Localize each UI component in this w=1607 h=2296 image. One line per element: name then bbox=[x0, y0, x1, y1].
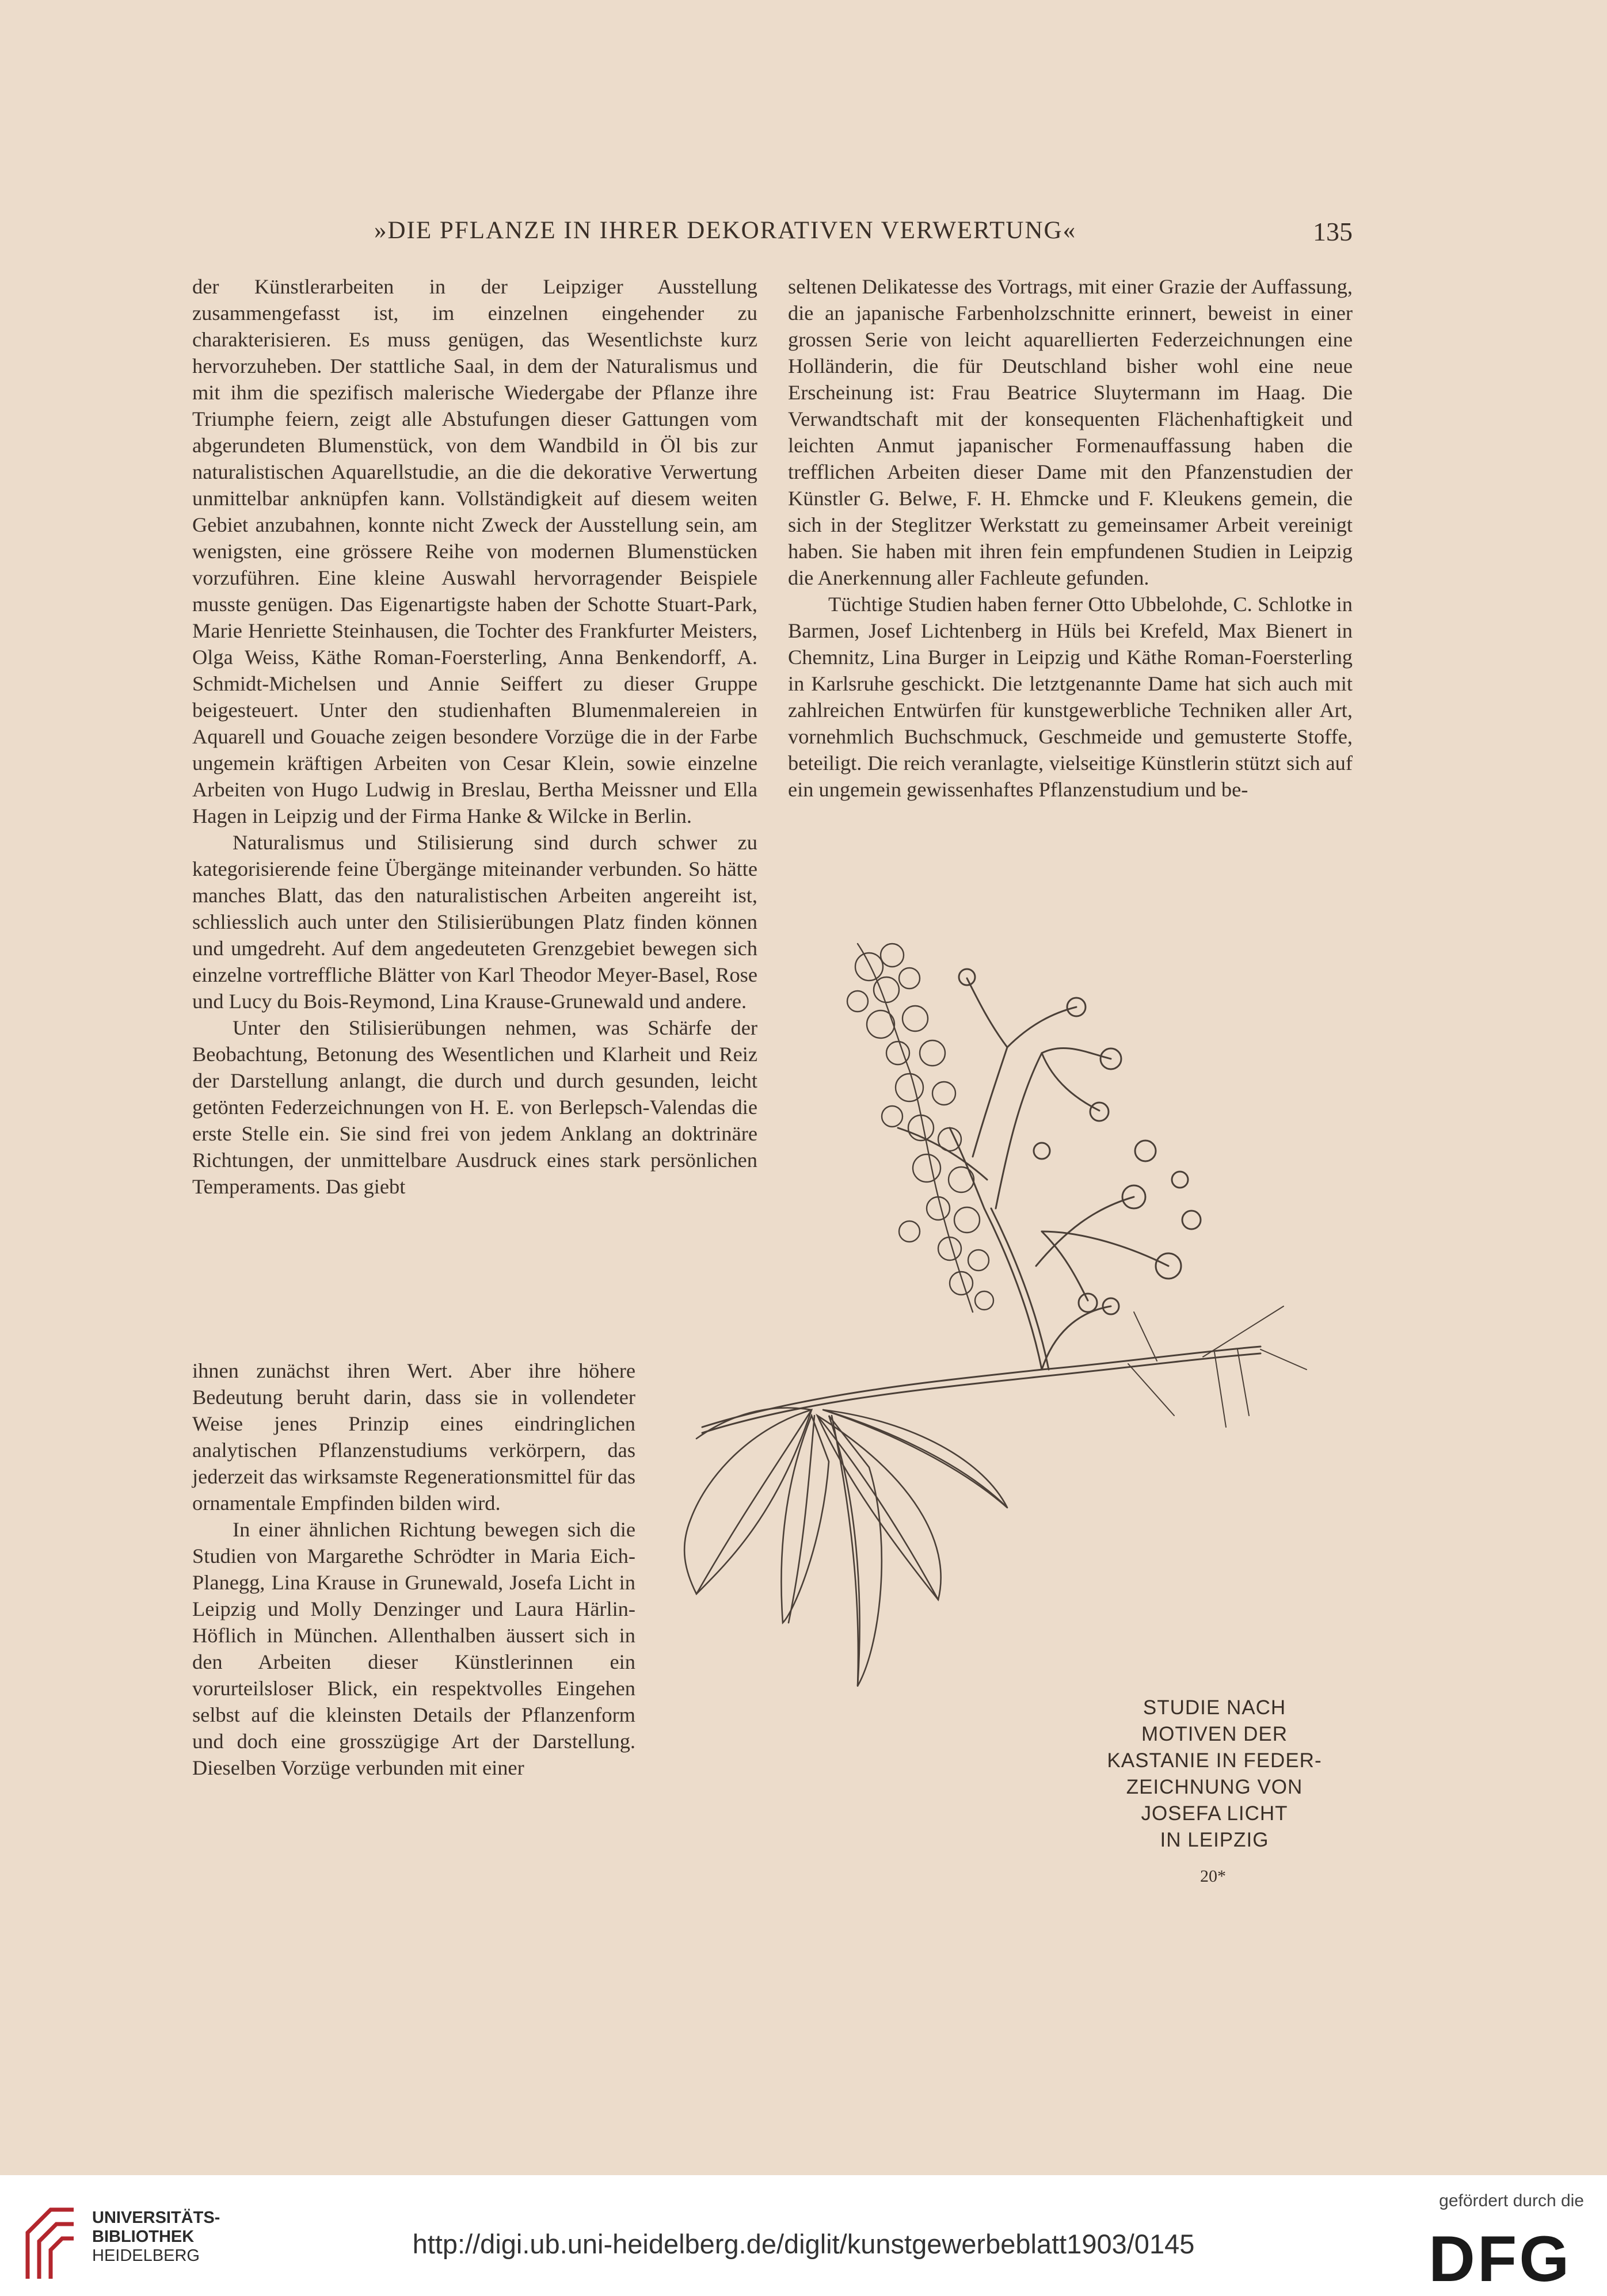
caption-line: STUDIE NACH bbox=[1143, 1696, 1286, 1719]
dfg-logo-text: DFG bbox=[1429, 2228, 1572, 2286]
caption-line: JOSEFA LICHT bbox=[1141, 1802, 1288, 1825]
source-url-link[interactable]: http://digi.ub.uni-heidelberg.de/diglit/kunstgewerbeblatt1903/0145 bbox=[412, 2229, 1195, 2259]
printer-signature: 20* bbox=[1200, 1867, 1226, 1886]
dfg-logo-icon bbox=[1429, 2228, 1584, 2286]
right-text-column bbox=[788, 273, 1353, 803]
paragraph: Tüchtige Studien haben ferner Otto Ubbelohde, C. Schlotke in Barmen, Josef Lichtenberg in Hüls bei Krefeld, Max Bienert in Chemnitz, Lina Burger in Leipzig und Käthe Roman-Foersterling in Karlsruhe geschickt. Die letztgenannte Dame hat sich auch mit zahlreichen Entwürfen für kunstgewerbliche Techniken aller Art, vornehmlich Buchschmuck, Geschmeide und gemusterte Stoffe, beteiligt. Die reich veranlagte, vielseitige Künstlerin stützt sich auf ein ungemein gewissenhaftes Pflanzenstudium und be- bbox=[788, 593, 1353, 801]
caption-line: MOTIVEN DER bbox=[1141, 1723, 1288, 1745]
caption-line: IN LEIPZIG bbox=[1160, 1829, 1269, 1851]
funding-note: gefördert durch die bbox=[1439, 2191, 1584, 2210]
paragraph: In einer ähnlichen Richtung bewegen sich die Studien von Margarethe Schrödter in Maria Eich-Planegg, Lina Krause in Grunewald, Josefa Licht in Leipzig und Molly Denzinger und Laura Härlin-Höflich in München. Allenthalben äussert sich in den Arbeiten dieser Künstlerinnen ein vorurteilsloser Blick, ein respektvolles Eingehen selbst auf die kleinsten Details der Pflanzenform und doch eine grosszügige Art der Darstellung. Dieselben Vorzüge verbunden mit einer bbox=[192, 1518, 635, 1779]
caption-line: KASTANIE IN FEDER- bbox=[1107, 1749, 1322, 1772]
library-name-line: HEIDELBERG bbox=[92, 2247, 200, 2265]
library-name-line: BIBLIOTHEK bbox=[92, 2228, 195, 2246]
paragraph: seltenen Delikatesse des Vortrags, mit einer Grazie der Auffassung, die an japanische Farbenholzschnitte erinnert, beweist in einer grossen Serie von leicht aquarellierten Federzeichnungen eine Holländerin, die für Deutschland bisher wohl eine neue Erscheinung ist: Frau Beatrice Sluytermann im Haag. Die Verwandtschaft mit der konsequenten Flächenhaftigkeit und leichten Anmut japanischer Formenauffassung haben die trefflichen Arbeiten dieser Dame mit den Pfanzenstudien der Künstler G. Belwe, F. H. Ehmcke und F. Kleukens gemein, die sich in der Steglitzer Werkstatt zu gemeinsamer Arbeit vereinigt haben. Sie haben mit ihren fein empfundenen Studien in Leipzig die Anerkennung aller Fachleute gefunden. bbox=[788, 275, 1353, 589]
paragraph: ihnen zunächst ihren Wert. Aber ihre höhere Bedeutung beruht darin, dass sie in vollendeter Weise jenes Prinzip eines eindringlichen analytischen Pflanzenstudiums verkörpern, das jederzeit das wirksamste Regenerationsmittel für das ornamentale Empfinden bilden wird. bbox=[192, 1359, 635, 1515]
library-name-line: UNIVERSITÄTS- bbox=[92, 2209, 220, 2227]
paragraph: Naturalismus und Stilisierung sind durch schwer zu kategorisierende feine Übergänge miteinander verbunden. So hätte manches Blatt, das den naturalistischen Arbeiten angereiht ist, schliesslich auch unter den Stilisierübungen Platz finden können und umgedreht. Auf dem angedeuteten Grenzgebiet bewegen sich einzelne vortreffliche Blätter von Karl Theodor Meyer-Basel, Rose und Lucy du Bois-Reymond, Lina Krause-Grunewald und andere. bbox=[192, 831, 757, 1013]
page-number: 135 bbox=[1313, 217, 1353, 246]
figure-caption bbox=[1082, 1695, 1347, 1853]
caption-line: ZEICHNUNG VON bbox=[1126, 1776, 1303, 1798]
left-narrow-text-column bbox=[192, 1357, 635, 1781]
paragraph: der Künstlerarbeiten in der Leipziger Ausstellung zusammengefasst ist, im einzelnen eingehender zu charakterisieren. Es muss genügen, das Wesentlichste kurz hervorzuheben. Der stattliche Saal, in dem der Naturalismus und mit ihm die spezifisch malerische Wiedergabe der Pflanze ihre Triumphe feiern, zeigt alle Abstufungen dieser Gattungen vom abgerundeten Blumenstück, von dem Wandbild in Öl bis zur naturalistischen Aquarellstudie, an die die dekorative Verwertung unmittelbar anknüpfen kann. Vollständigkeit auf diesem weiten Gebiet anzubahnen, konnte nicht Zweck der Ausstellung sein, am wenigsten, eine grössere Reihe von modernen Blumenstücken vorzuführen. Eine kleine Auswahl hervorragender Beispiele musste genügen. Das Eigenartigste haben der Schotte Stuart-Park, Marie Henriette Steinhausen, die Tochter des Frankfurter Meisters, Olga Weiss, Käthe Roman-Foersterling, Anna Benkendorff, A. Schmidt-Michelsen und Annie Seiffert zu dieser Gruppe beigesteuert. Unter den studienhaften Blumenmalereien in Aquarell und Gouache zeigen besondere Vorzüge die in der Farbe ungemein kräftigen Arbeiten von Cesar Klein, sowie einzelne Arbeiten von Hugo Ludwig in Breslau, Bertha Meissner und Ella Hagen in Leipzig und der Firma Hanke & Wilcke in Berlin. bbox=[192, 275, 757, 827]
running-title: »DIE PFLANZE IN IHRER DEKORATIVEN VERWERTUNG« bbox=[374, 217, 1077, 244]
paragraph: Unter den Stilisierübungen nehmen, was Schärfe der Beobachtung, Betonung des Wesentlichen und Klarheit und Reiz der Darstellung anlangt, die durch und durch gesunden, leicht getönten Federzeichnungen von H. E. von Berlepsch-Valendas die erste Stelle ein. Sie sind frei von jedem Anklang an doktrinäre Richtungen, der unmittelbare Ausdruck eines stark persönlichen Temperaments. Das giebt bbox=[192, 1016, 757, 1198]
footer-bar bbox=[0, 2175, 1607, 2296]
page-header bbox=[190, 216, 1353, 257]
